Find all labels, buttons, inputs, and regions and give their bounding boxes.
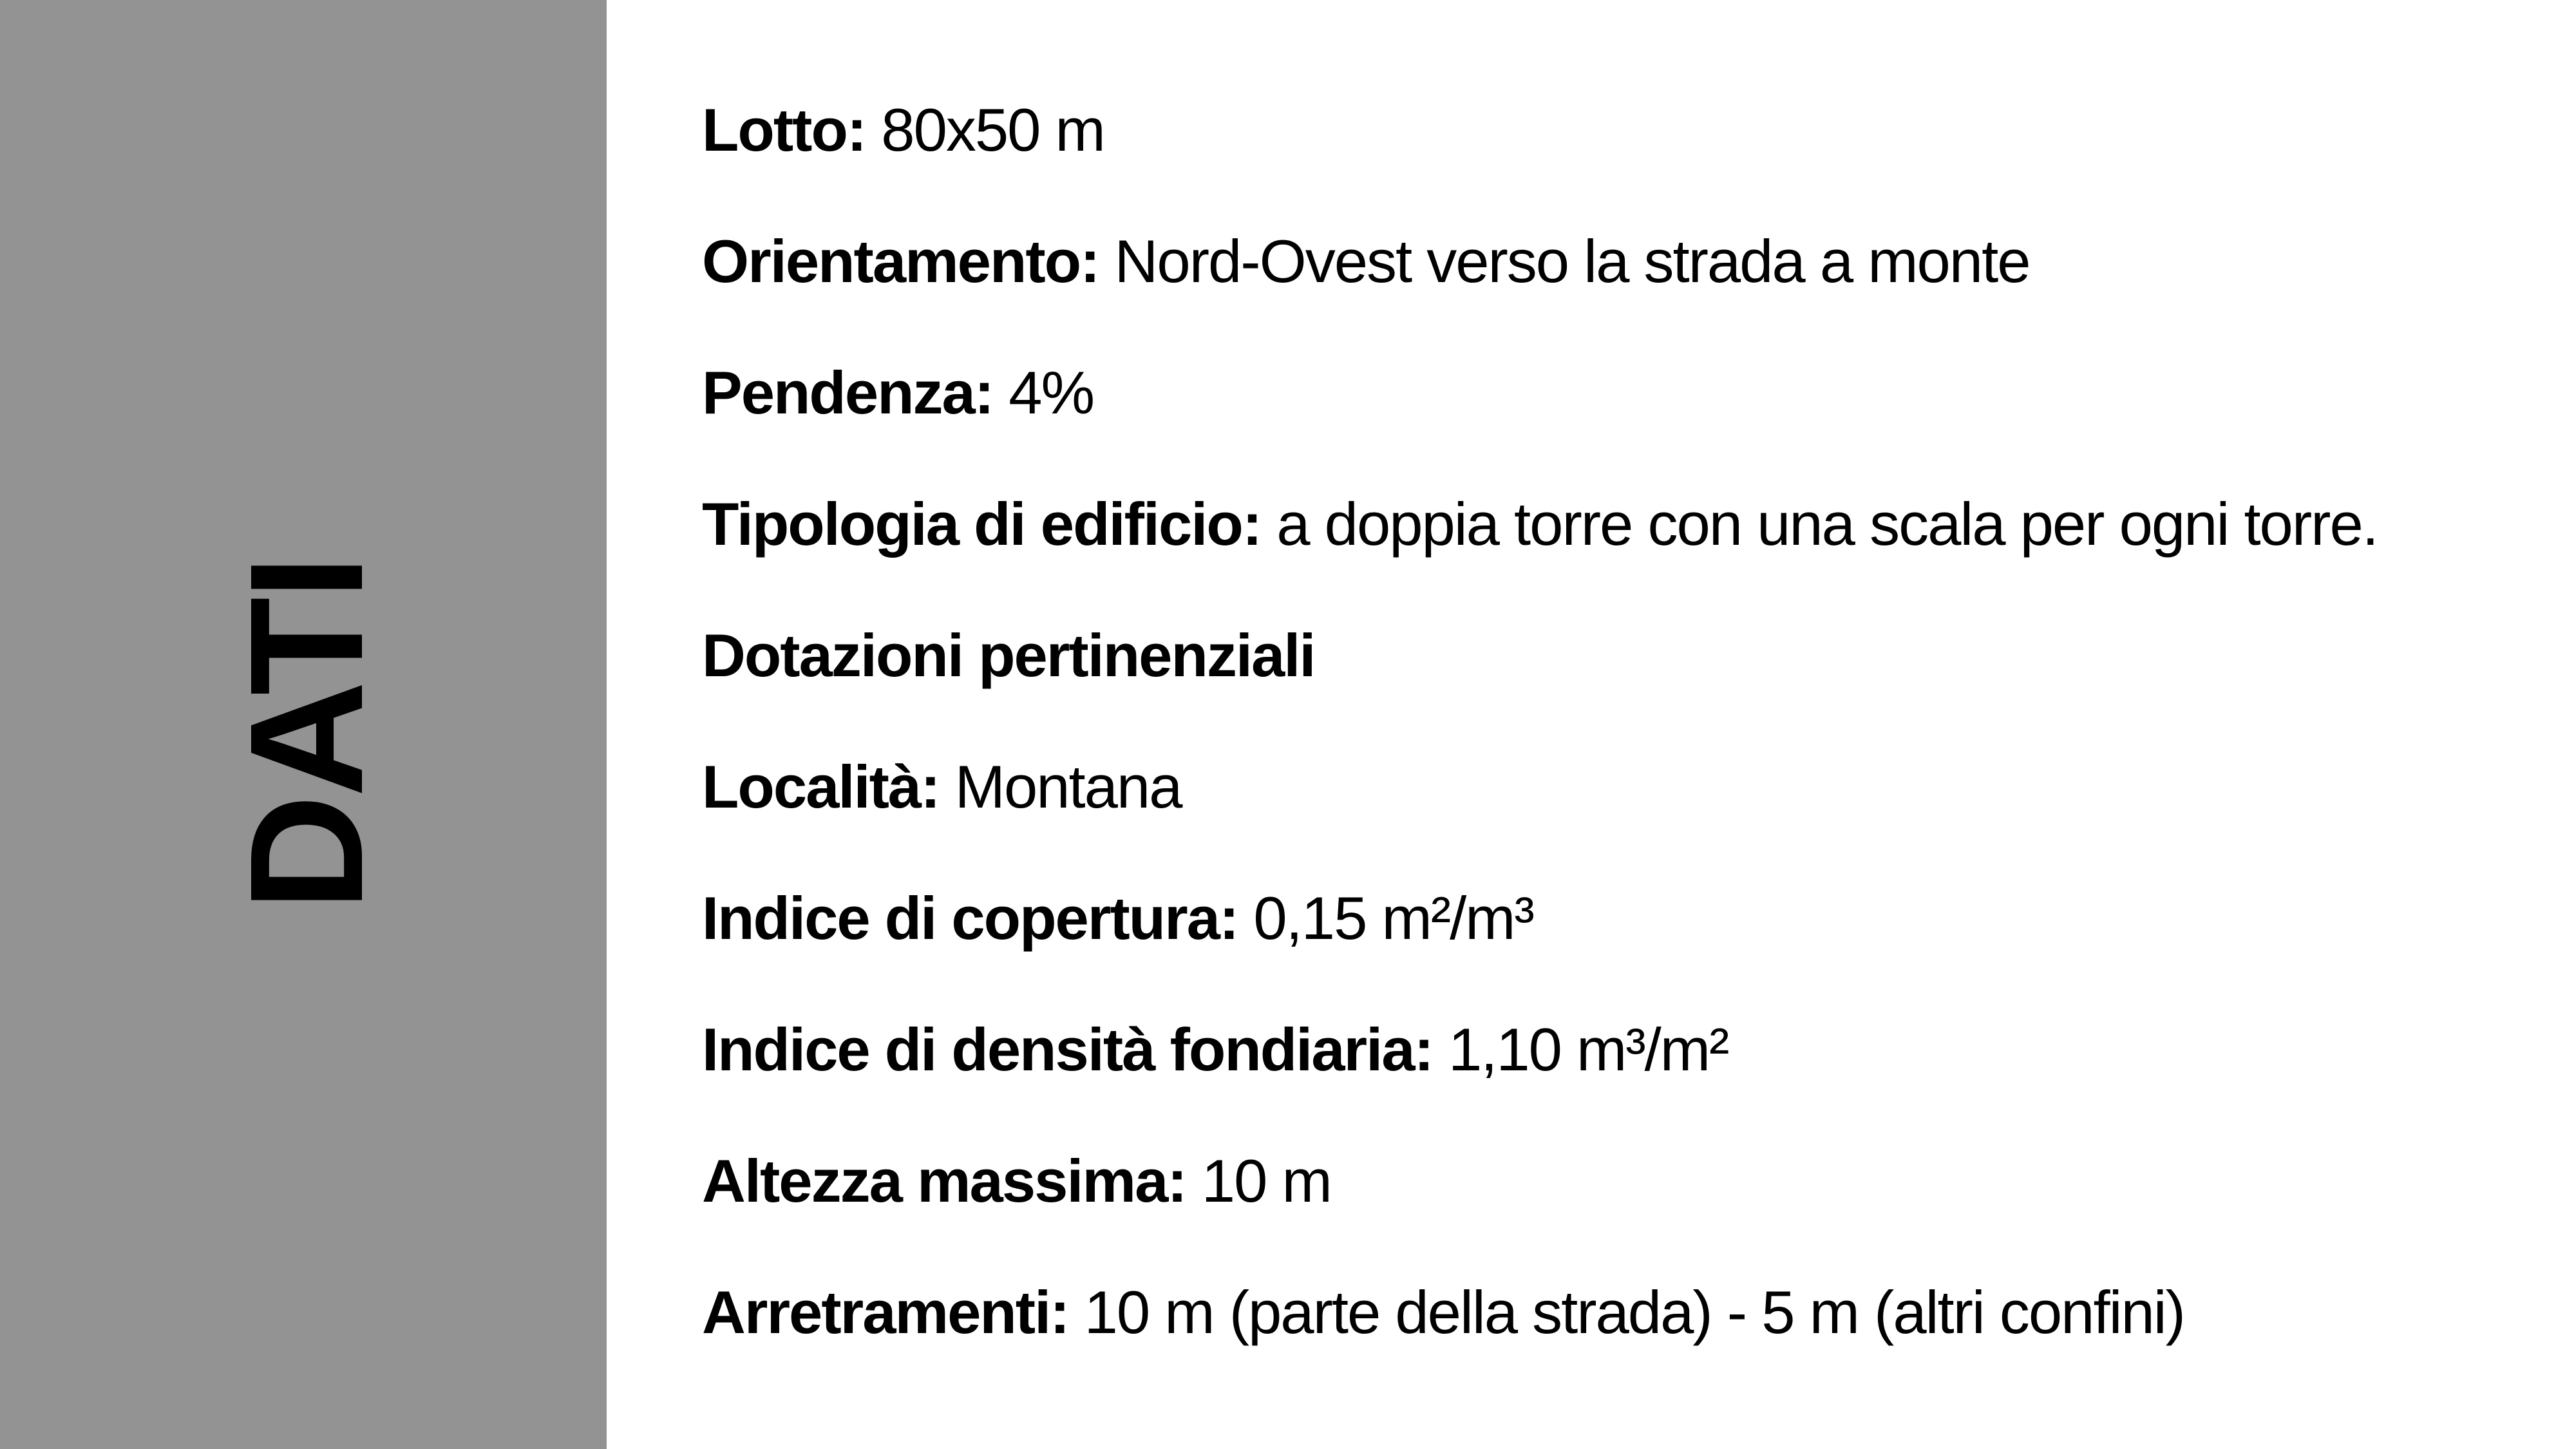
fact-label: Lotto: (702, 96, 866, 164)
fact-item-indice-densita (702, 1010, 2537, 1090)
fact-value: Nord-Ovest verso la strada a monte (1114, 227, 2030, 295)
fact-value: Montana (954, 753, 1182, 820)
fact-label: Altezza massima: (702, 1147, 1186, 1215)
fact-item-pendenza (702, 353, 2537, 433)
fact-label: Orientamento: (702, 227, 1099, 295)
sidebar-panel (0, 0, 607, 1449)
fact-item-orientamento (702, 222, 2537, 301)
fact-item-dotazioni (702, 616, 2537, 696)
fact-item-lotto (702, 90, 2537, 170)
fact-item-localita (702, 747, 2537, 827)
fact-value: 1,10 m³/m² (1448, 1016, 1728, 1083)
fact-item-altezza (702, 1141, 2537, 1221)
fact-value: 10 m (1201, 1147, 1331, 1215)
fact-item-tipologia (702, 484, 2537, 564)
fact-item-arretramenti (702, 1273, 2537, 1352)
fact-label: Tipologia di edificio: (702, 490, 1262, 558)
facts-list (702, 90, 2537, 1404)
fact-label: Indice di densità fondiaria: (702, 1016, 1433, 1083)
fact-value: a doppia torre con una scala per ogni torre. (1276, 490, 2378, 558)
fact-value: 10 m (parte della strada) - 5 m (altri confini) (1084, 1278, 2184, 1346)
fact-value: 4% (1009, 359, 1094, 426)
fact-label: Località: (702, 753, 940, 820)
fact-value: 0,15 m²/m³ (1253, 884, 1533, 952)
section-title: DATI (216, 557, 396, 911)
fact-label: Indice di copertura: (702, 884, 1238, 952)
fact-value: 80x50 m (881, 96, 1104, 164)
fact-label: Arretramenti: (702, 1278, 1069, 1346)
fact-item-indice-copertura (702, 878, 2537, 958)
fact-label: Dotazioni pertinenziali (702, 621, 1315, 689)
fact-label: Pendenza: (702, 359, 994, 426)
